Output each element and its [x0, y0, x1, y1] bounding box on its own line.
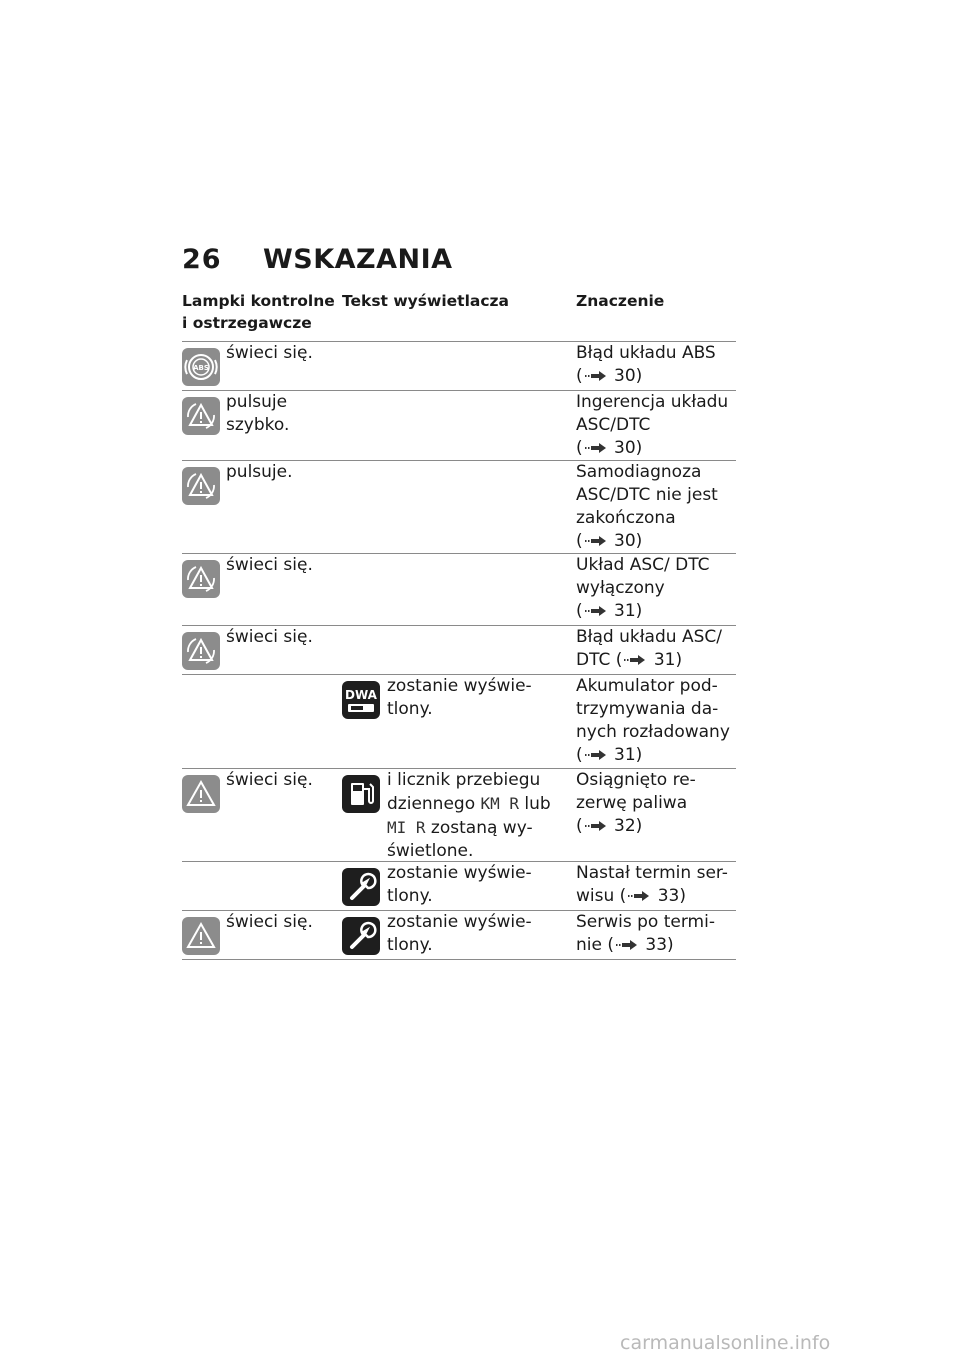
meaning-text: Nastał termin ser- wisu ( 33)	[576, 863, 728, 906]
table-row	[182, 911, 736, 960]
light-text: świeci się.	[226, 627, 313, 647]
meaning-text: Serwis po termi- nie ( 33)	[576, 912, 715, 955]
table-row	[182, 342, 736, 391]
wrench-icon	[342, 917, 380, 955]
page-reference[interactable]: 31)	[614, 601, 643, 621]
general-warning-icon	[182, 917, 220, 955]
trip-km-readout: KM R	[480, 794, 520, 813]
meaning-text: Błąd układu ASC/ DTC ( 31)	[576, 627, 722, 670]
svg-text:ABS: ABS	[193, 364, 209, 372]
display-text: i licznik przebiegu dziennego KM R lub MI R zostaną wy- świetlone.	[387, 770, 551, 861]
reference-arrow-icon	[585, 820, 607, 832]
meaning-text: Samodiagnoza ASC/DTC nie jest zakończona ( 30)	[576, 462, 718, 551]
indicator-table	[182, 290, 736, 960]
table-header	[182, 290, 736, 342]
meaning-text: Ingerencja układu ASC/DTC ( 30)	[576, 392, 729, 458]
table-row	[182, 554, 736, 626]
fuel-pump-icon	[342, 775, 380, 813]
reference-arrow-icon	[628, 890, 650, 902]
table-row	[182, 769, 736, 862]
table-row	[182, 391, 736, 461]
light-text: świeci się.	[226, 770, 313, 790]
light-text: świeci się.	[226, 912, 313, 932]
dwa-battery-icon	[342, 681, 380, 719]
meaning-text: Układ ASC/ DTC wyłączony ( 31)	[576, 555, 710, 621]
reference-arrow-icon	[585, 370, 607, 382]
page-reference[interactable]: 30)	[614, 531, 643, 551]
reference-arrow-icon	[585, 605, 607, 617]
reference-arrow-icon	[585, 749, 607, 761]
asc-dtc-warning-icon	[182, 397, 220, 435]
header-indicator-lights: Lampki kontrolne i ostrzegawcze	[182, 292, 335, 332]
general-warning-icon	[182, 775, 220, 813]
reference-arrow-icon	[624, 654, 646, 666]
table-row	[182, 626, 736, 675]
page-reference[interactable]: 31)	[653, 650, 683, 670]
light-text: pulsuje.	[226, 462, 293, 482]
page-reference[interactable]: 30)	[614, 438, 643, 458]
page-reference[interactable]: 31)	[614, 745, 643, 765]
display-text: zostanie wyświe- tlony.	[387, 676, 532, 719]
reference-arrow-icon	[585, 535, 607, 547]
asc-dtc-warning-icon	[182, 560, 220, 598]
meaning-text: Osiągnięto re- zerwę paliwa ( 32)	[576, 770, 696, 836]
meaning-text: Akumulator pod- trzymywania da- nych rozładowany ( 31)	[576, 676, 730, 765]
header-display-text: Tekst wyświetlacza	[342, 292, 510, 310]
asc-dtc-warning-icon	[182, 632, 220, 670]
meaning-text: Błąd układu ABS ( 30)	[576, 343, 716, 386]
page-reference[interactable]: 33)	[645, 935, 674, 955]
light-text: pulsuje szybko.	[226, 392, 290, 435]
watermark: carmanualsonline.info	[620, 1332, 831, 1354]
page-reference[interactable]: 33)	[657, 886, 686, 906]
svg-text:DWA: DWA	[345, 688, 377, 702]
display-text: zostanie wyświe- tlony.	[387, 912, 532, 955]
light-text: świeci się.	[226, 555, 313, 575]
trip-mi-readout: MI R	[387, 818, 426, 837]
abs-warning-icon	[182, 348, 220, 386]
reference-arrow-icon	[585, 442, 607, 454]
reference-arrow-icon	[616, 939, 638, 951]
header-meaning: Znaczenie	[576, 292, 665, 310]
page-number: 26	[182, 244, 222, 275]
wrench-icon	[342, 868, 380, 906]
table-row	[182, 675, 736, 769]
display-text: zostanie wyświe- tlony.	[387, 863, 532, 906]
page-title: WSKAZANIA	[263, 244, 453, 275]
page-reference[interactable]: 32)	[614, 816, 643, 836]
table-row	[182, 461, 736, 554]
page-reference[interactable]: 30)	[614, 366, 643, 386]
light-text: świeci się.	[226, 343, 313, 363]
asc-dtc-warning-icon	[182, 467, 220, 505]
table-row	[182, 862, 736, 911]
